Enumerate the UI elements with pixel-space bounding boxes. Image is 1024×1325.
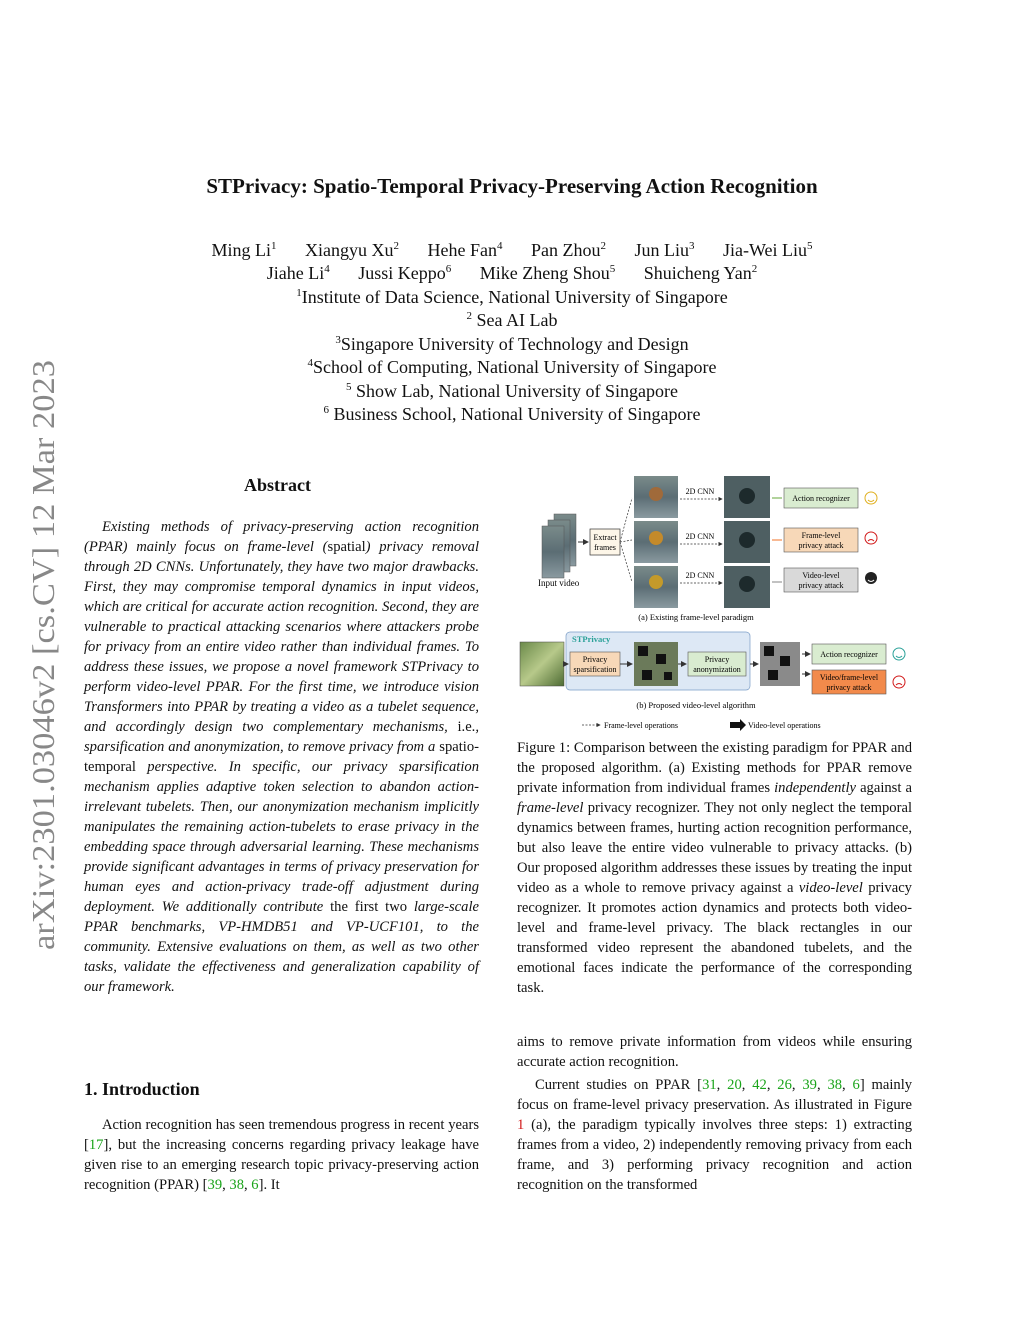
author: Jussi Keppo$^6$ <box>358 263 452 283</box>
figure-1 <box>516 474 916 736</box>
extracted-frame <box>634 476 678 518</box>
sparsified-video <box>634 642 678 686</box>
affiliation: $^1$Institute of Data Science, National University of Singapore <box>296 287 728 307</box>
transformed-frame <box>724 566 770 608</box>
abstract-body: Existing methods of privacy-preserving action recognition (PPAR) mainly focus on frame-level (spatial) privacy removal through 2D CNNs. Unfortunately, they have two major drawbacks. First, they may compromise temporal dynamics in input videos, which are critical for accurate action recognition. Second, they are vulnerable to practical attacking scenarios where attackers probe for privacy from an entire video rather than individual frames. To address these issues, we propose a novel framework STPrivacy to perform video-level PPAR. For the first time, we introduce vision Transformers into PPAR by treating a video as a tubelet sequence, and accordingly design two complementary mechanisms, i.e., sparsification and anonymization, to remove privacy from a spatio-temporal perspective. In specific, our privacy sparsification mechanism applies adaptive token selection to abandon action-irrelevant tubelets. Then, our anonymization mechanism implicitly manipulates the remaining action-tubelets to erase privacy in the embedding space through adversarial learning. These mechanisms provide significant advantages in terms of privacy preservation for human eyes and action-privacy trade-off adjustment during deployment. We additionally contribute the first two large-scale PPAR benchmarks, VP-HMDB51 and VP-UCF101, to the community. Extensive evaluations on them, as well as two other tasks, validate the effectiveness and generalization capability of our framework. <box>84 519 479 995</box>
svg-text:Action recognizer: Action recognizer <box>820 650 878 659</box>
author: Shuicheng Yan$^2$ <box>643 263 758 283</box>
svg-text:privacy attack: privacy attack <box>826 683 872 692</box>
citation-link[interactable]: 20 <box>727 1077 742 1093</box>
svg-text:2D CNN: 2D CNN <box>685 532 715 541</box>
citation-link[interactable]: 39 <box>207 1177 223 1193</box>
anonymized-video <box>760 642 800 686</box>
extracted-frame <box>634 521 678 563</box>
happy-face-icon <box>865 492 877 504</box>
affiliation: $^2$ Sea AI Lab <box>466 310 558 330</box>
svg-text:frames: frames <box>594 543 616 552</box>
happy-face-icon <box>893 648 905 660</box>
svg-text:Privacy: Privacy <box>704 655 730 664</box>
author: Ming Li$^1$ <box>211 240 277 260</box>
svg-text:Video-level: Video-level <box>802 571 840 580</box>
legend-frame: Frame-level operations <box>604 721 678 730</box>
transformed-frame <box>724 476 770 518</box>
author: Xiangyu Xu$^2$ <box>304 240 399 260</box>
svg-text:Video/frame-level: Video/frame-level <box>819 673 879 682</box>
arxiv-sidebar <box>12 350 68 970</box>
svg-text:sparsification: sparsification <box>573 665 617 674</box>
svg-text:Privacy: Privacy <box>582 655 608 664</box>
svg-text:Action recognizer: Action recognizer <box>792 494 850 503</box>
author-line-2 <box>0 263 1024 284</box>
extracted-frame <box>634 566 678 608</box>
author-line-1 <box>0 240 1024 261</box>
author: Jiahe Li$^4$ <box>266 263 330 283</box>
author: Mike Zheng Shou$^5$ <box>479 263 616 283</box>
stprivacy-label: STPrivacy <box>572 634 611 644</box>
svg-text:Extract: Extract <box>593 533 617 542</box>
author: Hehe Fan$^4$ <box>427 240 503 260</box>
arxiv-id: arXiv:2301.03046v2 [cs.CV] 12 Mar 2023 <box>25 402 61 950</box>
citation-link[interactable]: 6 <box>251 1177 259 1193</box>
transformed-frame <box>724 521 770 563</box>
sad-face-icon <box>865 532 877 544</box>
author: Jun Liu$^3$ <box>634 240 695 260</box>
figure-caption: Figure 1: Comparison between the existing paradigm for PPAR and the proposed algorithm. (a) Existing methods for PPAR remove private information from individual frames independently against a frame-level privacy recognizer. They not only neglect the temporal dynamics between frames, hurting action recognition performance, but also leave the entire video vulnerable to privacy attacks. (b) Our proposed algorithm addresses these issues by treating the input video as a whole to remove privacy against a video-level privacy recognizer. It promotes action dynamics and protects both video-level and frame-level privacy. The black rectangles in our transformed video represent the abandoned tubelets, and the emotional faces indicate the performance of the corresponding task. <box>517 740 912 996</box>
affiliation: $^5$ Show Lab, National University of Singapore <box>346 381 678 401</box>
svg-text:anonymization: anonymization <box>693 665 741 674</box>
citation-link[interactable]: 17 <box>88 1137 104 1153</box>
svg-text:privacy attack: privacy attack <box>798 541 844 550</box>
citation-link[interactable]: 38 <box>229 1177 244 1193</box>
sad-face-icon <box>893 676 905 688</box>
abstract-heading: Abstract <box>244 475 311 495</box>
input-video-label: Input video <box>538 578 580 588</box>
input-video-tubelets <box>520 642 564 686</box>
figure-ref-link[interactable]: 1 <box>517 1117 525 1133</box>
author: Jia-Wei Liu$^5$ <box>722 240 813 260</box>
svg-text:privacy attack: privacy attack <box>798 581 844 590</box>
svg-text:2D CNN: 2D CNN <box>685 487 715 496</box>
citation-link[interactable]: 42 <box>752 1077 767 1093</box>
intro-heading: 1. Introduction <box>84 1079 200 1099</box>
affiliation: $^3$Singapore University of Technology and Design <box>335 334 689 354</box>
subcaption-a: (a) Existing frame-level paradigm <box>638 612 754 622</box>
input-video-stack <box>542 514 576 578</box>
svg-text:Frame-level: Frame-level <box>801 531 841 540</box>
subcaption-b: (b) Proposed video-level algorithm <box>636 700 756 710</box>
citation-link[interactable]: 31 <box>702 1077 717 1093</box>
affiliation: $^4$School of Computing, National University of Singapore <box>307 357 717 377</box>
affiliation: $^6$ Business School, National University of Singapore <box>323 404 701 424</box>
right-column-body: aims to remove private information from videos while ensuring accurate action recognition. Current studies on PPAR [31, 20, 42, 26, 39, 38, 6] mainly focus on frame-level privacy preservation. As illustrated in Figure 1 (a), the paradigm typically involves three steps: 1) extracting frames from a video, 2) independently removing privacy from each frame, and 3) performing privacy recognition and action recognition on the transformed <box>517 1034 913 1193</box>
citation-link[interactable]: 6 <box>852 1077 860 1093</box>
svg-text:2D CNN: 2D CNN <box>685 571 715 580</box>
citation-link[interactable]: 26 <box>777 1077 792 1093</box>
author: Pan Zhou$^2$ <box>530 240 606 260</box>
citation-link[interactable]: 39 <box>802 1077 817 1093</box>
intro-paragraph: Action recognition has seen tremendous progress in recent years [17], but the increasing concerns regarding privacy leakage have given rise to an emerging research topic privacy-preserving action recognition (PPAR) [39, 38, 6]. It <box>84 1117 479 1193</box>
citation-link[interactable]: 38 <box>827 1077 843 1093</box>
legend-video: Video-level operations <box>748 721 821 730</box>
devil-face-icon <box>865 572 877 584</box>
paper-title: STPrivacy: Spatio-Temporal Privacy-Preserving Action Recognition <box>206 174 818 198</box>
